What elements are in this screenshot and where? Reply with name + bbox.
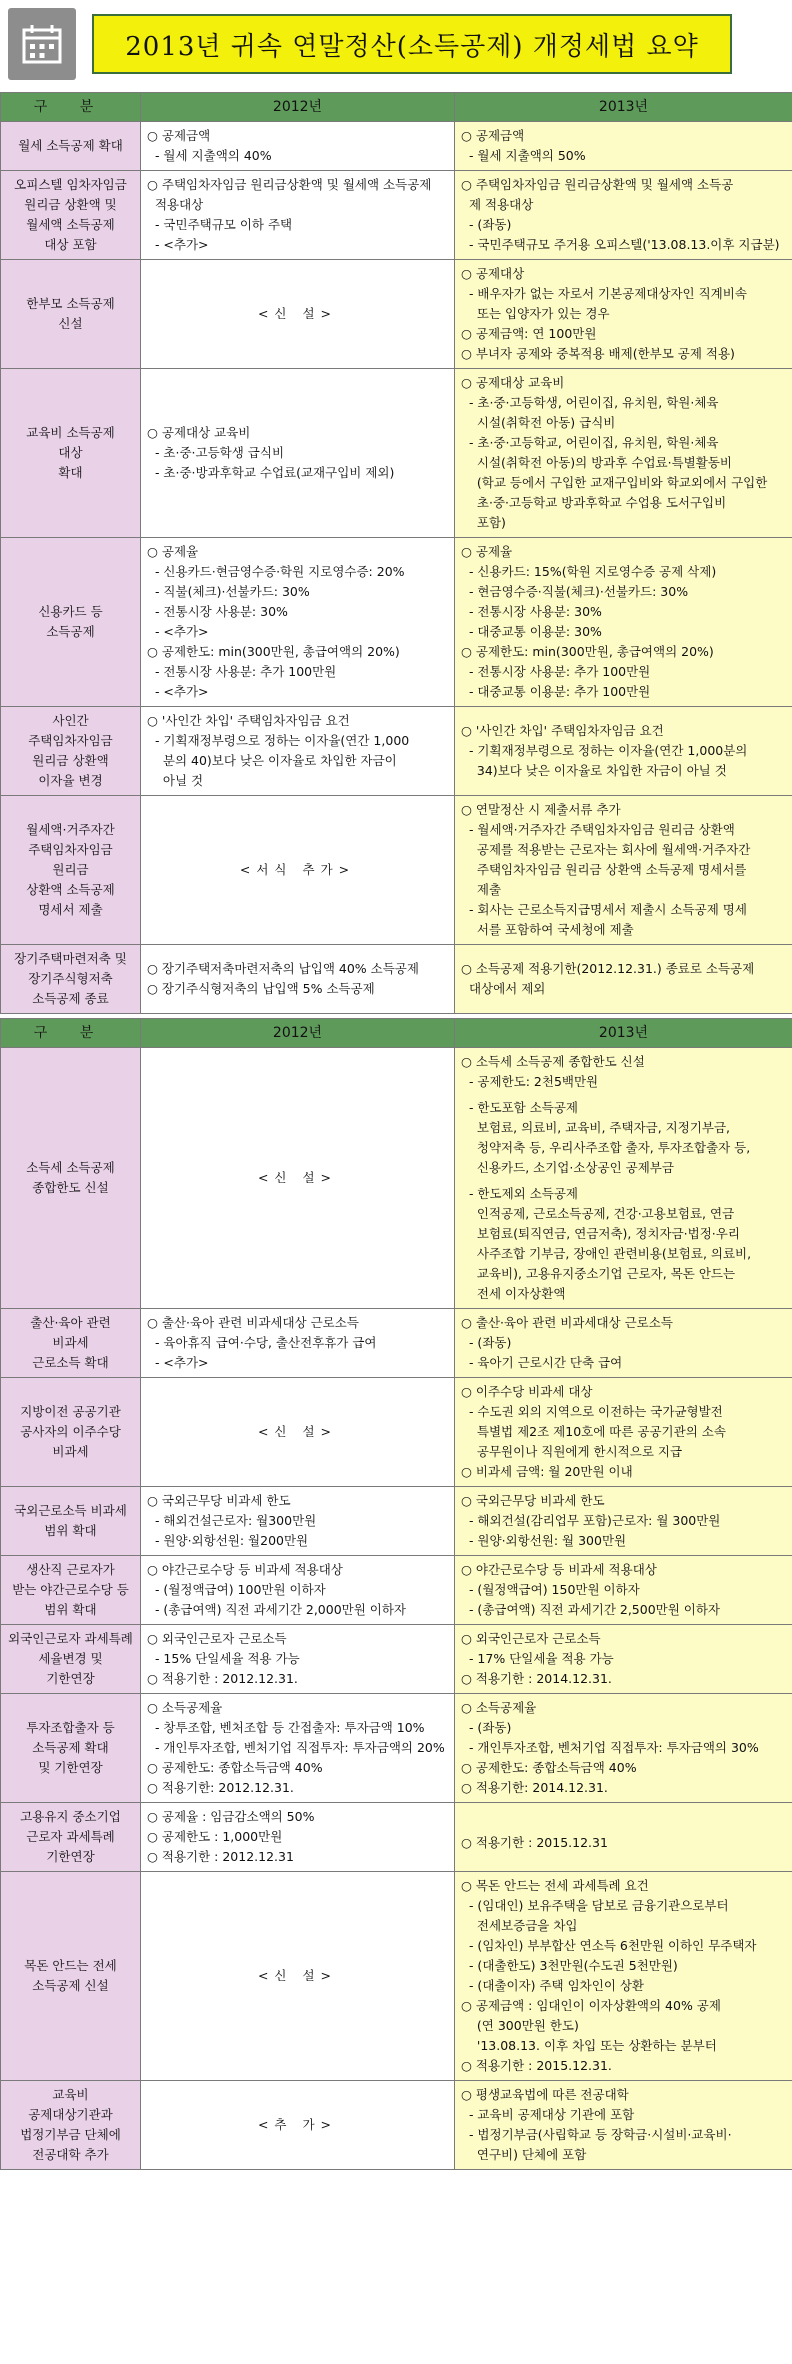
- row-label-line: 고용유지 중소기업: [20, 1809, 121, 1824]
- row-label-line: 대상: [58, 445, 83, 460]
- cell-line: - 월세 지출액의 50%: [461, 148, 586, 163]
- cell-line: - 해외건설(감리업무 포함)근로자: 월 300만원: [461, 1513, 721, 1528]
- row-label-line: 월세액 소득공제: [26, 217, 115, 232]
- cell-line: ○ 평생교육법에 따른 전공대학: [461, 2087, 629, 2102]
- cell-line: - 법정기부금(사립학교 등 장학금·시설비·교육비·: [461, 2127, 732, 2142]
- cell-2013: [455, 260, 792, 369]
- cell-line: ○ 연말정산 시 제출서류 추가: [461, 802, 621, 817]
- cell-2012: [141, 1872, 455, 2081]
- row-label-line: 지방이전 공공기관: [20, 1404, 121, 1419]
- cell-line: ○ 장기주택저축마련저축의 납입액 40% 소득공제: [147, 961, 419, 976]
- cell-line: 전세 이자상환액: [461, 1286, 566, 1301]
- row-label-line: 장기주택마련저축 및: [14, 951, 127, 966]
- cell-line: - 해외건설근로자: 월300만원: [147, 1513, 317, 1528]
- cell-2013: [455, 1048, 792, 1309]
- cell-line: 시설(취학전 아동)의 방과후 수업료·특별활동비: [461, 455, 732, 470]
- cell-line: <신 설>: [257, 1968, 338, 1983]
- cell-2013: [455, 122, 792, 171]
- cell-line: - 육아기 근로시간 단축 급여: [461, 1355, 623, 1370]
- cell-line: ○ 공제한도: min(300만원, 총급여액의 20%): [461, 644, 714, 659]
- cell-line: - 한도포함 소득공제: [461, 1100, 579, 1115]
- cell-line: 아닐 것: [147, 773, 204, 788]
- header-2013: 2013년: [455, 93, 792, 122]
- table-row: [1, 1625, 792, 1694]
- row-label: [1, 260, 141, 369]
- cell-2012: [141, 1694, 455, 1803]
- cell-2012: [141, 796, 455, 945]
- cell-line: ○ 야간근로수당 등 비과세 적용대상: [461, 1562, 657, 1577]
- cell-line: ○ 공제한도: 종합소득금액 40%: [147, 1760, 323, 1775]
- row-label-line: 대상 포함: [44, 237, 97, 252]
- cell-2013: [455, 707, 792, 796]
- table-row: [1, 1487, 792, 1556]
- cell-line: - 초·중·고등학생 급식비: [147, 445, 285, 460]
- row-label: [1, 1625, 141, 1694]
- cell-2012: [141, 1556, 455, 1625]
- header-2012: 2012년: [141, 1019, 455, 1048]
- cell-line: ○ 공제금액: 연 100만원: [461, 326, 597, 341]
- cell-2012: [141, 707, 455, 796]
- table-row: [1, 2081, 792, 2170]
- cell-line: ○ 소득세 소득공제 종합한도 신설: [461, 1054, 645, 1069]
- cell-line: ○ 소득공제율: [147, 1700, 223, 1715]
- row-label-line: 세율변경 및: [38, 1651, 103, 1666]
- cell-line: 주택임차자임금 원리금 상환액 소득공제 명세서를: [461, 862, 747, 877]
- row-label: [1, 796, 141, 945]
- row-label-line: 공제대상기관과: [28, 2107, 113, 2122]
- cell-line: - 육아휴직 급여·수당, 출산전후휴가 급여: [147, 1335, 377, 1350]
- cell-line: 초·중·고등학교 방과후학교 수업용 도서구입비: [461, 495, 727, 510]
- row-label-line: 이자율 변경: [38, 773, 103, 788]
- cell-line: ○ 부녀자 공제와 중복적용 배제(한부모 공제 적용): [461, 346, 735, 361]
- row-label: [1, 122, 141, 171]
- cell-line: ○ 소득공제율: [461, 1700, 537, 1715]
- cell-line: 인적공제, 근로소득공제, 건강·고용보험료, 연금: [461, 1206, 735, 1221]
- cell-line: - 공제한도: 2천5백만원: [461, 1074, 599, 1089]
- cell-line: ○ 공제율 : 임금감소액의 50%: [147, 1809, 315, 1824]
- cell-line: ○ 외국인근로자 근로소득: [147, 1631, 287, 1646]
- cell-line: - <추가>: [147, 1355, 209, 1370]
- cell-line: ○ 목돈 안드는 전세 과세특례 요건: [461, 1878, 649, 1893]
- cell-line: ○ 공제율: [147, 544, 199, 559]
- cell-line: - <추가>: [147, 684, 209, 699]
- cell-line: - 초·중·방과후학교 수업료(교재구입비 제외): [147, 465, 395, 480]
- row-label: [1, 369, 141, 538]
- cell-2013: [455, 1556, 792, 1625]
- row-label: [1, 538, 141, 707]
- cell-2013: [455, 1487, 792, 1556]
- cell-line: <서식 추가>: [239, 862, 356, 877]
- cell-line: - 월세 지출액의 40%: [147, 148, 272, 163]
- cell-line: - (임차인) 부부합산 연소득 6천만원 이하인 무주택자: [461, 1938, 757, 1953]
- row-label-line: 원리금: [52, 862, 89, 877]
- cell-line: - 17% 단일세율 적용 가능: [461, 1651, 614, 1666]
- cell-line: - 대중교통 이용분: 추가 100만원: [461, 684, 651, 699]
- cell-line: - 개인투자조합, 벤처기업 직접투자: 투자금액의 30%: [461, 1740, 759, 1755]
- cell-line: - (월정액급여) 100만원 이하자: [147, 1582, 326, 1597]
- cell-line: 청약저축 등, 우리사주조합 출자, 투자조합출자 등,: [461, 1140, 751, 1155]
- cell-line: 사주조합 기부금, 장애인 관련비용(보험료, 의료비,: [461, 1246, 752, 1261]
- cell-line: ○ 공제율: [461, 544, 513, 559]
- cell-line: '13.08.13. 이후 차입 또는 상환하는 분부터: [461, 2038, 717, 2053]
- row-label: [1, 1803, 141, 1872]
- cell-line: - 창투조합, 벤처조합 등 간접출자: 투자금액 10%: [147, 1720, 425, 1735]
- cell-line: ○ 외국인근로자 근로소득: [461, 1631, 601, 1646]
- cell-2012: [141, 1048, 455, 1309]
- cell-line: ○ 출산·육아 관련 비과세대상 근로소득: [461, 1315, 673, 1330]
- cell-2012: [141, 122, 455, 171]
- cell-line: - (총급여액) 직전 과세기간 2,000만원 이하자: [147, 1602, 406, 1617]
- cell-line: - 전통시장 사용분: 30%: [461, 604, 602, 619]
- header-2013: 2013년: [455, 1019, 792, 1048]
- cell-2013: [455, 1625, 792, 1694]
- row-label-line: 확대: [58, 465, 83, 480]
- cell-2013: [455, 1872, 792, 2081]
- cell-line: ○ 적용기한: 2012.12.31.: [147, 1780, 294, 1795]
- cell-line: ○ 공제대상 교육비: [461, 375, 565, 390]
- cell-2012: [141, 1803, 455, 1872]
- cell-line: 전세보증금을 차입: [461, 1918, 578, 1933]
- cell-line: <신 설>: [257, 1424, 338, 1439]
- cell-line: - 직불(체크)·선불카드: 30%: [147, 584, 310, 599]
- cell-line: ○ 공제금액: [461, 128, 525, 143]
- cell-line: - <추가>: [147, 624, 209, 639]
- cell-line: 신용카드, 소기업·소상공인 공제부금: [461, 1160, 674, 1175]
- cell-line: - 전통시장 사용분: 추가 100만원: [147, 664, 337, 679]
- row-label-line: 원리금 상환액 및: [24, 197, 117, 212]
- cell-line: - 전통시장 사용분: 30%: [147, 604, 288, 619]
- table-row: [1, 1048, 792, 1309]
- cell-line: ○ 소득공제 적용기한(2012.12.31.) 종료로 소득공제: [461, 961, 755, 976]
- cell-2013: [455, 796, 792, 945]
- cell-line: ○ 비과세 금액: 월 20만원 이내: [461, 1464, 633, 1479]
- cell-line: ○ 공제한도: 종합소득금액 40%: [461, 1760, 637, 1775]
- cell-line: ○ '사인간 차입' 주택임차자임금 요건: [461, 723, 664, 738]
- row-label-line: 비과세: [52, 1335, 89, 1350]
- cell-line: 공무원이나 직원에게 한시적으로 지급: [461, 1444, 683, 1459]
- cell-line: - 교육비 공제대상 기관에 포함: [461, 2107, 635, 2122]
- cell-line: - 국민주택규모 주거용 오피스텔('13.08.13.이후 지급분): [461, 237, 780, 252]
- row-label-line: 받는 야간근로수당 등: [12, 1582, 129, 1597]
- row-label-line: 교육비 소득공제: [26, 425, 115, 440]
- cell-line: ○ 공제한도: min(300만원, 총급여액의 20%): [147, 644, 400, 659]
- row-label-line: 한부모 소득공제: [26, 296, 115, 311]
- row-label-line: 생산직 근로자가: [26, 1562, 115, 1577]
- table-row: [1, 171, 792, 260]
- table-row: [1, 1378, 792, 1487]
- cell-line: 분의 40)보다 낮은 이자율로 차입한 자금이: [147, 753, 397, 768]
- cell-2012: [141, 171, 455, 260]
- cell-2012: [141, 2081, 455, 2170]
- cell-line: - 원양·외항선원: 월 300만원: [461, 1533, 627, 1548]
- row-label-line: 신용카드 등: [38, 604, 103, 619]
- row-label-line: 소득세 소득공제: [26, 1160, 115, 1175]
- cell-line: - 수도권 외의 지역으로 이전하는 국가균형발전: [461, 1404, 723, 1419]
- row-label-line: 신설: [58, 316, 83, 331]
- row-label-line: 소득공제: [46, 624, 95, 639]
- page-title: 2013년 귀속 연말정산(소득공제) 개정세법 요약: [125, 31, 699, 62]
- cell-line: ○ 주택임차자임금 원리금상환액 및 월세액 소득공: [461, 177, 734, 192]
- row-label-line: 외국인근로자 과세특례: [8, 1631, 133, 1646]
- row-label-line: 교육비: [52, 2087, 89, 2102]
- cell-line: ○ 주택임차자임금 원리금상환액 및 월세액 소득공제: [147, 177, 432, 192]
- row-label-line: 주택임차자임금: [28, 733, 113, 748]
- table-row: [1, 369, 792, 538]
- cell-line: ○ 적용기한 : 2015.12.31.: [461, 2058, 612, 2073]
- cell-2013: [455, 369, 792, 538]
- cell-line: - 15% 단일세율 적용 가능: [147, 1651, 300, 1666]
- cell-line: - 회사는 근로소득지급명세서 제출시 소득공제 명세: [461, 902, 747, 917]
- cell-line: ○ 공제한도 : 1,000만원: [147, 1829, 283, 1844]
- cell-line: - (좌동): [461, 217, 512, 232]
- cell-line: 보험료, 의료비, 교육비, 주택자금, 지정기부금,: [461, 1120, 731, 1135]
- table-header-row: [1, 93, 792, 122]
- header-2012: 2012년: [141, 93, 455, 122]
- cell-line: - 현금영수증·직불(체크)·선불카드: 30%: [461, 584, 689, 599]
- row-label: [1, 1872, 141, 2081]
- row-label-line: 공사자의 이주수당: [20, 1424, 121, 1439]
- title-bar: [92, 14, 732, 74]
- cell-line: - 전통시장 사용분: 추가 100만원: [461, 664, 651, 679]
- cell-line: ○ 장기주식형저축의 납입액 5% 소득공제: [147, 981, 375, 996]
- cell-2013: [455, 945, 792, 1014]
- cell-line: ○ 공제대상 교육비: [147, 425, 251, 440]
- row-label-line: 소득공제 종료: [32, 991, 109, 1006]
- cell-line: ○ 이주수당 비과세 대상: [461, 1384, 593, 1399]
- cell-line: - 대중교통 이용분: 30%: [461, 624, 602, 639]
- cell-line: 공제를 적용받는 근로자는 회사에 월세액·거주자간: [461, 842, 751, 857]
- cell-line: 적용대상: [147, 197, 204, 212]
- table-row: [1, 707, 792, 796]
- row-label-line: 오피스텔 임차자임금: [14, 177, 127, 192]
- cell-line: - 국민주택규모 이하 주택: [147, 217, 293, 232]
- cell-line: 교육비), 고용유지중소기업 근로자, 목돈 안드는: [461, 1266, 736, 1281]
- cell-2012: [141, 1378, 455, 1487]
- cell-2012: [141, 1625, 455, 1694]
- cell-line: - 기획재정부령으로 정하는 이자율(연간 1,000분의: [461, 743, 748, 758]
- cell-line: 보험료(퇴직연금, 연금저축), 정치자금·법정·우리: [461, 1226, 740, 1241]
- cell-2012: [141, 369, 455, 538]
- cell-line: <신 설>: [257, 306, 338, 321]
- row-label-line: 장기주식형저축: [28, 971, 113, 986]
- cell-line: 34)보다 낮은 이자율로 차입한 자금이 아닐 것: [461, 763, 727, 778]
- row-label: [1, 1309, 141, 1378]
- cell-line: - 월세액·거주자간 주택임차자임금 원리금 상환액: [461, 822, 735, 837]
- cell-2013: [455, 1309, 792, 1378]
- cell-line: 시설(취학전 아동) 급식비: [461, 415, 616, 430]
- cell-line: - <추가>: [147, 237, 209, 252]
- cell-line: (학교 등에서 구입한 교재구입비와 학교외에서 구입한: [461, 475, 768, 490]
- cell-line: - (월정액급여) 150만원 이하자: [461, 1582, 640, 1597]
- cell-line: - (대출한도) 3천만원(수도권 5천만원): [461, 1958, 678, 1973]
- cell-line: ○ 공제대상: [461, 266, 525, 281]
- cell-line: - (대출이자) 주택 임차인이 상환: [461, 1978, 645, 1993]
- row-label-line: 원리금 상환액: [32, 753, 109, 768]
- page-header: [0, 0, 792, 88]
- cell-line: - 초·중·고등학교, 어린이집, 유치원, 학원·체육: [461, 435, 719, 450]
- table-row: [1, 1309, 792, 1378]
- cell-2012: [141, 538, 455, 707]
- row-label-line: 사인간: [52, 713, 89, 728]
- cell-2013: [455, 1694, 792, 1803]
- cell-line: - 개인투자조합, 벤처기업 직접투자: 투자금액의 20%: [147, 1740, 445, 1755]
- cell-line: - (임대인) 보유주택을 담보로 금융기관으로부터: [461, 1898, 729, 1913]
- cell-2012: [141, 1487, 455, 1556]
- row-label-line: 및 기한연장: [38, 1760, 103, 1775]
- cell-line: <신 설>: [257, 1170, 338, 1185]
- row-label-line: 상환액 소득공제: [26, 882, 115, 897]
- row-label: [1, 707, 141, 796]
- row-label-line: 종합한도 신설: [32, 1180, 109, 1195]
- table-row: [1, 796, 792, 945]
- row-label-line: 비과세: [52, 1444, 89, 1459]
- cell-line: 제 적용대상: [461, 197, 534, 212]
- cell-line: ○ 적용기한: 2014.12.31.: [461, 1780, 608, 1795]
- row-label-line: 월세액·거주자간: [26, 822, 115, 837]
- cell-line: - 원양·외항선원: 월200만원: [147, 1533, 309, 1548]
- cell-line: ○ 적용기한 : 2014.12.31.: [461, 1671, 612, 1686]
- table-row: [1, 1872, 792, 2081]
- cell-line: - 한도제외 소득공제: [461, 1186, 579, 1201]
- cell-line: - (좌동): [461, 1720, 512, 1735]
- cell-line: ○ 적용기한 : 2015.12.31: [461, 1835, 608, 1850]
- cell-line: 연구비) 단체에 포함: [461, 2147, 587, 2162]
- table-row: [1, 538, 792, 707]
- row-label-line: 소득공제 신설: [32, 1978, 109, 1993]
- row-label: [1, 1378, 141, 1487]
- table-row: [1, 945, 792, 1014]
- cell-line: ○ 공제금액: [147, 128, 211, 143]
- row-label: [1, 171, 141, 260]
- cell-2013: [455, 171, 792, 260]
- cell-2012: [141, 260, 455, 369]
- cell-line: 제출: [461, 882, 502, 897]
- row-label: [1, 945, 141, 1014]
- cell-line: - 신용카드·현금영수증·학원 지로영수증: 20%: [147, 564, 405, 579]
- row-label-line: 범위 확대: [44, 1602, 97, 1617]
- cell-line: ○ 국외근무당 비과세 한도: [461, 1493, 605, 1508]
- table-row: [1, 122, 792, 171]
- cell-line: ○ 출산·육아 관련 비과세대상 근로소득: [147, 1315, 359, 1330]
- summary-table-2: [0, 1018, 792, 2170]
- cell-line: ○ '사인간 차입' 주택임차자임금 요건: [147, 713, 350, 728]
- row-label-line: 소득공제 확대: [32, 1740, 109, 1755]
- row-label-line: 국외근로소득 비과세: [14, 1503, 127, 1518]
- cell-line: 포함): [461, 515, 506, 530]
- row-label-line: 투자조합출자 등: [26, 1720, 115, 1735]
- row-label: [1, 1694, 141, 1803]
- row-label-line: 법정기부금 단체에: [20, 2127, 121, 2142]
- row-label-line: 전공대학 추가: [32, 2147, 109, 2162]
- cell-2013: [455, 2081, 792, 2170]
- cell-2012: [141, 945, 455, 1014]
- table-row: [1, 260, 792, 369]
- cell-2012: [141, 1309, 455, 1378]
- cell-line: 또는 입양자가 있는 경우: [461, 306, 610, 321]
- cell-line: - 배우자가 없는 자로서 기본공제대상자인 직계비속: [461, 286, 747, 301]
- row-label-line: 기한연장: [46, 1849, 95, 1864]
- row-label-line: 주택임차자임금: [28, 842, 113, 857]
- row-label-line: 월세 소득공제 확대: [18, 138, 123, 153]
- table-row: [1, 1694, 792, 1803]
- calendar-icon: [8, 8, 76, 80]
- header-category: 구 분: [1, 93, 141, 122]
- row-label-line: 기한연장: [46, 1671, 95, 1686]
- cell-line: - (총급여액) 직전 과세기간 2,500만원 이하자: [461, 1602, 720, 1617]
- row-label: [1, 1487, 141, 1556]
- cell-2013: [455, 1803, 792, 1872]
- cell-line: (연 300만원 한도): [461, 2018, 579, 2033]
- cell-line: 서를 포함하여 국세청에 제출: [461, 922, 634, 937]
- table-header-row: [1, 1019, 792, 1048]
- row-label-line: 근로자 과세특례: [26, 1829, 115, 1844]
- cell-line: ○ 적용기한 : 2012.12.31: [147, 1849, 294, 1864]
- cell-line: - 초·중·고등학생, 어린이집, 유치원, 학원·체육: [461, 395, 719, 410]
- header-category: 구 분: [1, 1019, 141, 1048]
- row-label: [1, 1556, 141, 1625]
- row-label: [1, 2081, 141, 2170]
- table-row: [1, 1556, 792, 1625]
- row-label-line: 범위 확대: [44, 1523, 97, 1538]
- cell-line: 특별법 제2조 제10호에 따른 공공기관의 소속: [461, 1424, 726, 1439]
- cell-line: - 기획재정부령으로 정하는 이자율(연간 1,000: [147, 733, 410, 748]
- cell-line: ○ 적용기한 : 2012.12.31.: [147, 1671, 298, 1686]
- row-label-line: 명세서 제출: [38, 902, 103, 917]
- row-label-line: 목돈 안드는 전세: [24, 1958, 117, 1973]
- table-row: [1, 1803, 792, 1872]
- cell-line: 대상에서 제외: [461, 981, 546, 996]
- cell-line: - (좌동): [461, 1335, 512, 1350]
- row-label-line: 근로소득 확대: [32, 1355, 109, 1370]
- cell-line: - 신용카드: 15%(학원 지로영수증 공제 삭제): [461, 564, 717, 579]
- cell-2013: [455, 1378, 792, 1487]
- cell-line: <추 가>: [257, 2117, 338, 2132]
- row-label: [1, 1048, 141, 1309]
- cell-2013: [455, 538, 792, 707]
- row-label-line: 출산·육아 관련: [30, 1315, 111, 1330]
- summary-table-1: [0, 92, 792, 1014]
- cell-line: ○ 국외근무당 비과세 한도: [147, 1493, 291, 1508]
- cell-line: ○ 야간근로수당 등 비과세 적용대상: [147, 1562, 343, 1577]
- cell-line: ○ 공제금액 : 임대인이 이자상환액의 40% 공제: [461, 1998, 721, 2013]
